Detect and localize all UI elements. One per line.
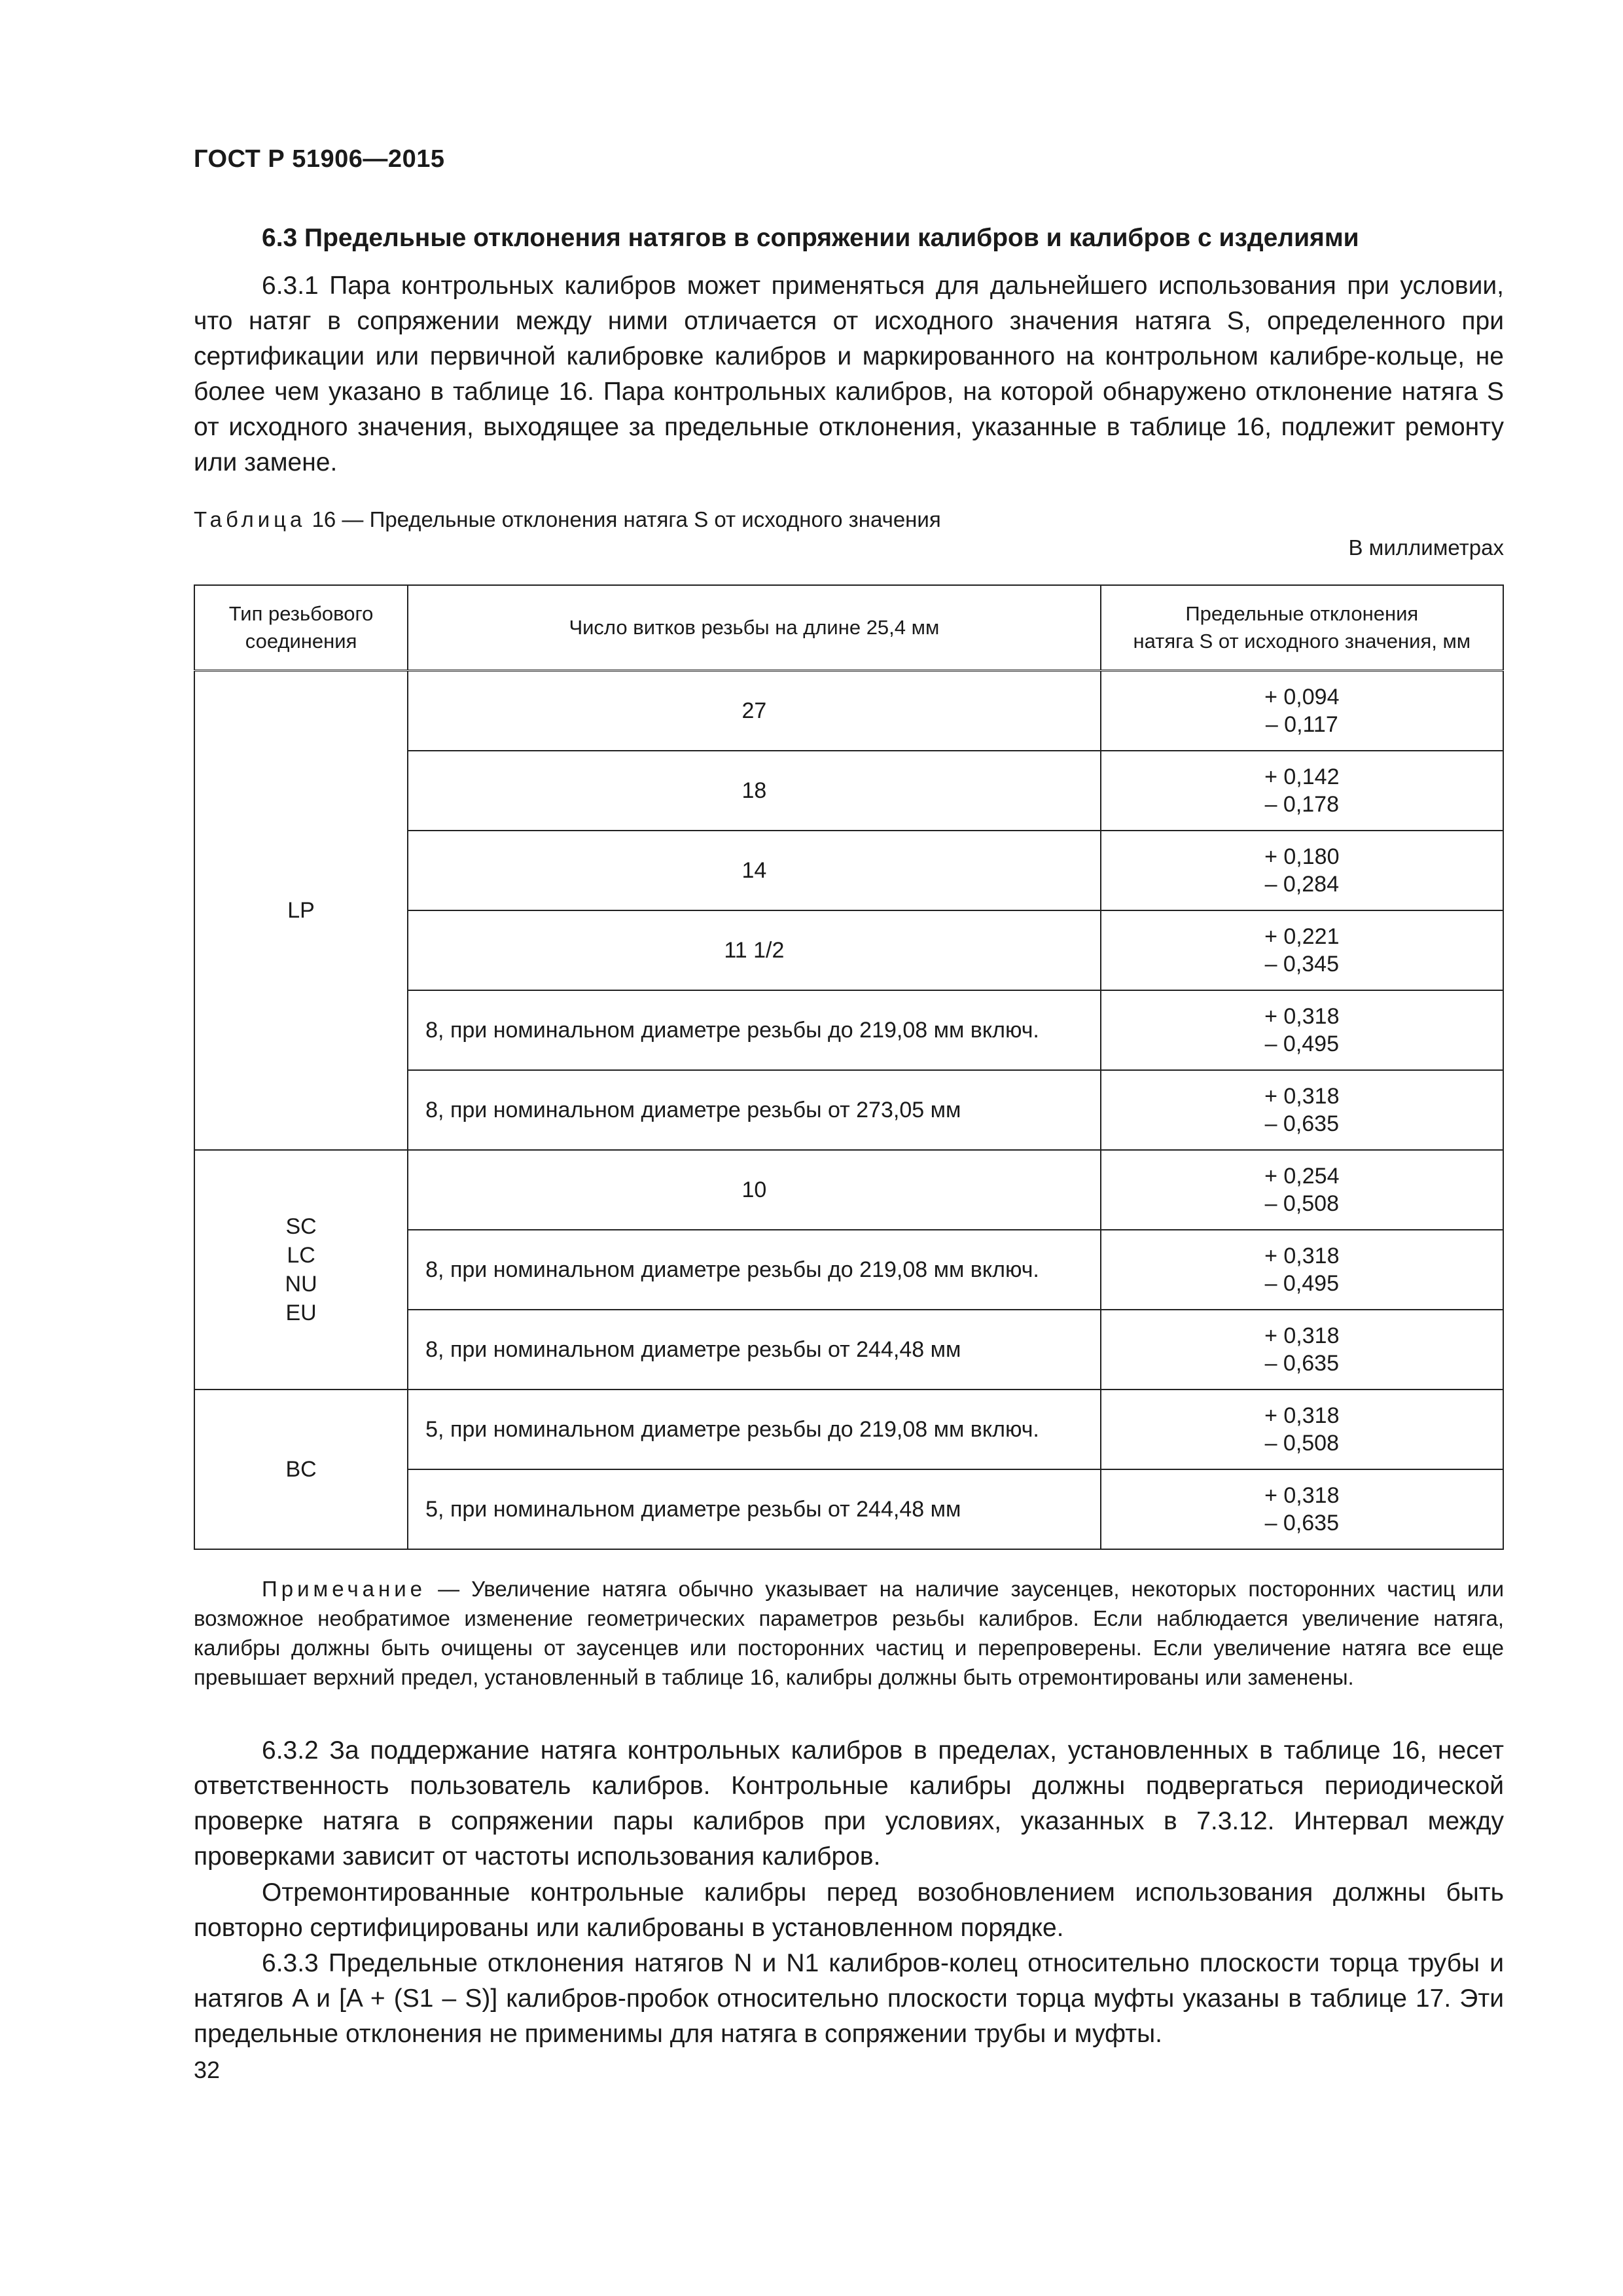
deviation-plus: + 0,254: [1264, 1164, 1340, 1189]
table-row: [194, 1150, 1503, 1230]
table-header-row: [194, 585, 1503, 671]
header-deviation-line2: натяга S от исходного значения, мм: [1133, 630, 1471, 653]
deviation-minus: – 0,635: [1264, 1511, 1340, 1535]
header-turns: Число витков резьбы на длине 25,4 мм: [408, 585, 1100, 671]
table-caption: [194, 507, 941, 532]
deviation-cell: [1101, 831, 1503, 910]
deviation-plus: + 0,221: [1264, 924, 1340, 949]
turns-cell: 5, при номинальном диаметре резьбы от 244,48 мм: [408, 1469, 1100, 1549]
deviation-cell: [1101, 751, 1503, 831]
turns-cell: 10: [408, 1150, 1100, 1230]
thread-type-sc: SC: [285, 1214, 317, 1239]
deviation-minus: – 0,508: [1264, 1191, 1340, 1216]
turns-cell: 18: [408, 751, 1100, 831]
deviation-minus: – 0,345: [1264, 952, 1340, 977]
table-caption-text: 16 — Предельные отклонения натяга S от исходного значения: [312, 507, 941, 531]
deviation-cell: [1101, 1230, 1503, 1310]
paragraph-6-3-3: 6.3.3 Предельные отклонения натягов N и N1 калибров-колец относительно плоскости торца трубы и натягов A и [A + (S1 – S)] калибров-пробок относительно плоскости торца муфты указаны в таблице 17. Эти предельные отклонения не применимы для натяга в сопряжении трубы и муфты.: [194, 1949, 1504, 2048]
turns-cell: 8, при номинальном диаметре резьбы от 273,05 мм: [408, 1070, 1100, 1150]
deviation-minus: – 0,178: [1264, 792, 1340, 817]
thread-type-cell: LP: [194, 671, 408, 1151]
deviation-plus: + 0,318: [1264, 1084, 1340, 1109]
paragraph-6-3-1: 6.3.1 Пара контрольных калибров может применяться для дальнейшего использования при условии, что натяг в сопряжении между ними отличается от исходного значения натяга S, определенного при сертификации или первичной калибровке калибров и маркированного на контрольном калибре-кольце, не более чем указано в таблице 16. Пара контрольных калибров, на которой обнаружено отклонение натяга S от исходного значения, выходящее за предельные отклонения, указанные в таблице 16, подлежит ремонту или замене.: [194, 272, 1504, 476]
table-row: [194, 671, 1503, 751]
tolerance-table: [194, 584, 1504, 1550]
deviation-cell: [1101, 1390, 1503, 1469]
thread-type-cell: [194, 1150, 408, 1390]
deviation-plus: + 0,094: [1264, 685, 1340, 709]
turns-cell: 8, при номинальном диаметре резьбы от 244,48 мм: [408, 1310, 1100, 1390]
header-deviation-line1: Предельные отклонения: [1185, 602, 1419, 625]
thread-type-lc: LC: [287, 1243, 315, 1268]
deviation-cell: [1101, 990, 1503, 1070]
deviation-plus: + 0,318: [1264, 1403, 1340, 1428]
deviation-cell: [1101, 1469, 1503, 1549]
thread-type-nu: NU: [285, 1272, 317, 1297]
deviation-minus: – 0,635: [1264, 1351, 1340, 1376]
deviation-cell: [1101, 671, 1503, 751]
deviation-plus: + 0,180: [1264, 844, 1340, 869]
note-text: — Увеличение натяга обычно указывает на наличие заусенцев, некоторых посторонних частиц или возможное необратимое изменение геометрических параметров резьбы калибров. Если наблюдается увеличение натяга, калибры должны быть очищены от заусенцев или посторонних частиц и перепроверены. Если увеличение натяга все еще превышает верхний предел, установленный в таблице 16, калибры должны быть отремонтированы или заменены.: [194, 1577, 1504, 1689]
turns-cell: 27: [408, 671, 1100, 751]
header-thread-type: [194, 585, 408, 671]
deviation-plus: + 0,318: [1264, 1323, 1340, 1348]
section-title: 6.3 Предельные отклонения натягов в сопряжении калибров и калибров с изделиями: [262, 224, 1359, 252]
turns-cell: 8, при номинальном диаметре резьбы до 219,08 мм включ.: [408, 1230, 1100, 1310]
table-caption-word: Таблица: [194, 507, 306, 531]
table-note: [194, 1574, 1504, 1692]
header-thread-type-line2: соединения: [245, 630, 357, 653]
turns-cell: 11 1/2: [408, 910, 1100, 990]
table-row: [194, 1390, 1503, 1469]
turns-cell: 5, при номинальном диаметре резьбы до 219,08 мм включ.: [408, 1390, 1100, 1469]
page-number: 32: [194, 2056, 221, 2083]
paragraph-repaired-gauges: Отремонтированные контрольные калибры перед возобновлением использования должны быть повторно сертифицированы или калиброваны в установленном порядке.: [194, 1878, 1504, 1942]
deviation-cell: [1101, 1070, 1503, 1150]
deviation-minus: – 0,635: [1264, 1111, 1340, 1136]
thread-type-eu: EU: [285, 1300, 317, 1325]
turns-cell: 14: [408, 831, 1100, 910]
deviation-cell: [1101, 910, 1503, 990]
deviation-minus: – 0,508: [1264, 1431, 1340, 1456]
deviation-cell: [1101, 1150, 1503, 1230]
note-label: Примечание: [262, 1577, 427, 1601]
document-header: ГОСТ Р 51906—2015: [194, 145, 445, 173]
paragraph-6-3-2: 6.3.2 За поддержание натяга контрольных калибров в пределах, установленных в таблице 16, несет ответственность пользователь калибров. Контрольные калибры должны подвергаться периодической проверке натяга в сопряжении пары калибров при условиях, указанных в 7.3.12. Интервал между проверками зависит от частоты использования калибров.: [194, 1736, 1504, 1871]
deviation-plus: + 0,318: [1264, 1004, 1340, 1029]
deviation-minus: – 0,495: [1264, 1031, 1340, 1056]
deviation-plus: + 0,318: [1264, 1483, 1340, 1508]
deviation-cell: [1101, 1310, 1503, 1390]
deviation-plus: + 0,142: [1264, 764, 1340, 789]
header-thread-type-line1: Тип резьбового: [228, 602, 374, 625]
thread-type-cell: BC: [194, 1390, 408, 1549]
deviation-minus: – 0,117: [1265, 712, 1338, 737]
table-units: В миллиметрах: [1348, 535, 1504, 560]
deviation-minus: – 0,495: [1264, 1271, 1340, 1296]
header-deviation: [1101, 585, 1503, 671]
deviation-minus: – 0,284: [1264, 872, 1340, 897]
deviation-plus: + 0,318: [1264, 1244, 1340, 1268]
turns-cell: 8, при номинальном диаметре резьбы до 219,08 мм включ.: [408, 990, 1100, 1070]
